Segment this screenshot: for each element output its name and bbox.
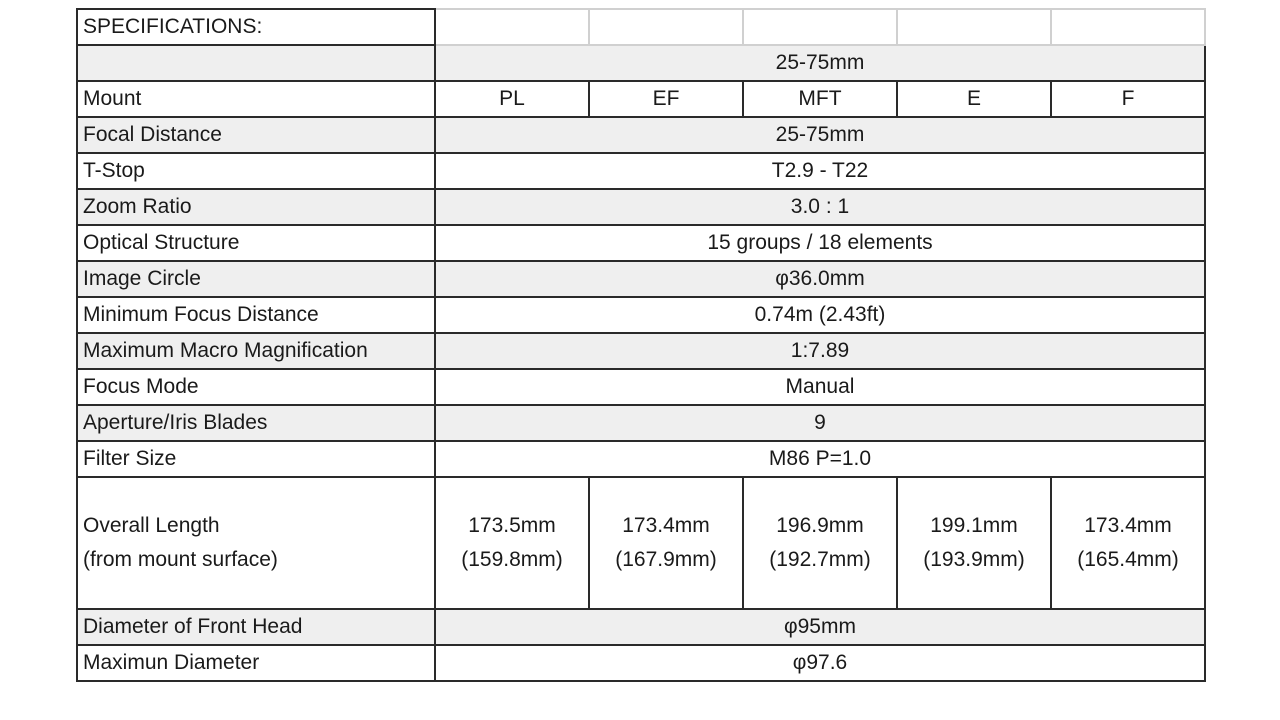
spec-row-image-circle — [77, 261, 1205, 297]
spec-label: Diameter of Front Head — [77, 609, 435, 645]
spec-row-maximum-diameter — [77, 645, 1205, 681]
overall-length-value — [589, 477, 743, 609]
spec-value: 3.0 : 1 — [435, 189, 1205, 225]
specifications-table — [76, 8, 1206, 682]
model-row — [77, 45, 1205, 81]
spec-row-macro-magnification — [77, 333, 1205, 369]
spec-value: φ95mm — [435, 609, 1205, 645]
spec-value: 25-75mm — [435, 117, 1205, 153]
spec-row-focus-mode — [77, 369, 1205, 405]
spec-row-minimum-focus-distance — [77, 297, 1205, 333]
spec-row-overall-length — [77, 477, 1205, 609]
spec-value: Manual — [435, 369, 1205, 405]
spec-row-front-head-diameter — [77, 609, 1205, 645]
empty-label-cell — [77, 45, 435, 81]
overall-length-label-line1: Overall Length — [83, 514, 220, 538]
length-sub: (192.7mm) — [769, 548, 871, 571]
spec-value: T2.9 - T22 — [435, 153, 1205, 189]
spec-value: 0.74m (2.43ft) — [435, 297, 1205, 333]
spec-label: Focal Distance — [77, 117, 435, 153]
spec-value: φ97.6 — [435, 645, 1205, 681]
spec-label: Aperture/Iris Blades — [77, 405, 435, 441]
mount-value: PL — [435, 81, 589, 117]
spec-value: φ36.0mm — [435, 261, 1205, 297]
mount-value: EF — [589, 81, 743, 117]
spec-label: Optical Structure — [77, 225, 435, 261]
spec-value: 1:7.89 — [435, 333, 1205, 369]
spec-row-zoom-ratio — [77, 189, 1205, 225]
length-main: 173.4mm — [622, 514, 710, 538]
spec-label: Minimum Focus Distance — [77, 297, 435, 333]
spec-value: M86 P=1.0 — [435, 441, 1205, 477]
length-main: 173.5mm — [468, 514, 556, 538]
spec-label: Focus Mode — [77, 369, 435, 405]
overall-length-value — [435, 477, 589, 609]
model-name: 25-75mm — [435, 45, 1205, 81]
overall-length-label — [77, 477, 435, 609]
table-title: SPECIFICATIONS: — [77, 9, 435, 45]
mount-label: Mount — [77, 81, 435, 117]
empty-cell — [743, 9, 897, 45]
spec-row-focal-distance — [77, 117, 1205, 153]
table-title-row — [77, 9, 1205, 45]
mount-value: E — [897, 81, 1051, 117]
spec-label: Image Circle — [77, 261, 435, 297]
spec-row-iris-blades — [77, 405, 1205, 441]
empty-cell — [897, 9, 1051, 45]
length-sub: (165.4mm) — [1077, 548, 1179, 571]
spec-row-t-stop — [77, 153, 1205, 189]
spec-row-filter-size — [77, 441, 1205, 477]
spec-label: T-Stop — [77, 153, 435, 189]
spec-value: 15 groups / 18 elements — [435, 225, 1205, 261]
length-sub: (159.8mm) — [461, 548, 563, 571]
overall-length-value — [1051, 477, 1205, 609]
empty-cell — [435, 9, 589, 45]
spec-row-optical-structure — [77, 225, 1205, 261]
length-main: 173.4mm — [1084, 514, 1172, 538]
spec-label: Maximun Diameter — [77, 645, 435, 681]
spec-label: Filter Size — [77, 441, 435, 477]
length-main: 196.9mm — [776, 514, 864, 538]
overall-length-value — [897, 477, 1051, 609]
empty-cell — [1051, 9, 1205, 45]
overall-length-label-line2: (from mount surface) — [83, 548, 278, 571]
length-sub: (167.9mm) — [615, 548, 717, 571]
mount-value: F — [1051, 81, 1205, 117]
spec-label: Zoom Ratio — [77, 189, 435, 225]
spec-label: Maximum Macro Magnification — [77, 333, 435, 369]
mount-value: MFT — [743, 81, 897, 117]
length-main: 199.1mm — [930, 514, 1018, 538]
length-sub: (193.9mm) — [923, 548, 1025, 571]
empty-cell — [589, 9, 743, 45]
spec-value: 9 — [435, 405, 1205, 441]
overall-length-value — [743, 477, 897, 609]
mount-row — [77, 81, 1205, 117]
